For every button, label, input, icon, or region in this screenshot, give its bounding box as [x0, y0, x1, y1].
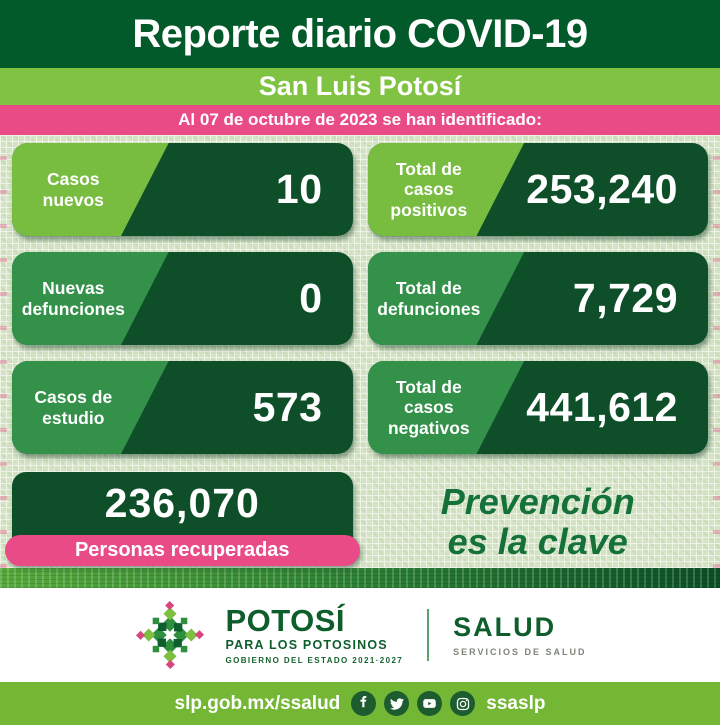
brand-name: POTOSÍ	[225, 603, 346, 638]
stat-card-casos-estudio	[12, 361, 353, 454]
instagram-icon[interactable]	[450, 691, 475, 716]
stats-area	[0, 135, 720, 568]
youtube-icon[interactable]	[417, 691, 442, 716]
stat-label: Casos nuevos	[42, 168, 104, 210]
stat-value: 10	[275, 166, 323, 212]
stat-value: 253,240	[526, 166, 678, 212]
potosi-emblem-icon	[133, 598, 207, 672]
salud-name: SALUD	[453, 611, 557, 642]
recovered-card	[12, 472, 353, 561]
slogan-line2: es la clave	[447, 521, 628, 562]
salud-tagline: SERVICIOS DE SALUD	[453, 646, 587, 657]
stat-value: 441,612	[526, 384, 678, 430]
salud-wordmark	[453, 611, 587, 657]
website-url[interactable]: slp.gob.mx/ssalud	[174, 692, 341, 714]
social-handle: ssaslp	[486, 692, 546, 714]
potosi-wordmark	[225, 605, 403, 665]
recovered-label-banner: Personas recuperadas	[5, 535, 360, 566]
date-bar	[0, 105, 720, 135]
bottom-bar	[0, 682, 720, 725]
recovered-value: 236,070	[104, 480, 260, 526]
stat-value: 0	[299, 275, 323, 321]
stat-label: Total de casos negativos	[387, 376, 470, 438]
stat-card-total-positivos	[368, 143, 709, 236]
logo-divider	[427, 609, 429, 661]
gradient-strip	[0, 568, 720, 588]
stat-label: Nuevas defunciones	[21, 277, 125, 319]
stat-card-total-defunciones	[368, 252, 709, 345]
stat-label: Casos de estudio	[34, 386, 113, 428]
social-icons	[351, 691, 475, 716]
stat-label: Total de casos positivos	[390, 158, 468, 220]
brand-government: GOBIERNO DEL ESTADO 2021·2027	[225, 656, 404, 665]
report-date-line: Al 07 de octubre de 2023 se han identificado:	[178, 110, 542, 129]
state-name: San Luis Potosí	[258, 71, 462, 101]
footer-logos	[0, 588, 720, 682]
stat-card-casos-nuevos	[12, 143, 353, 236]
facebook-icon[interactable]	[351, 691, 376, 716]
stat-value: 7,729	[572, 275, 678, 321]
slogan	[368, 470, 709, 568]
stat-value: 573	[252, 384, 323, 430]
title-bar	[0, 0, 720, 68]
twitter-icon[interactable]	[384, 691, 409, 716]
stat-card-nuevas-defunciones	[12, 252, 353, 345]
subtitle-bar	[0, 68, 720, 105]
slogan-line1: Prevención	[440, 481, 635, 523]
brand-tagline: PARA LOS POTOSINOS	[225, 638, 388, 652]
stat-label: Total de defunciones	[377, 277, 481, 319]
page-title: Reporte diario COVID-19	[132, 11, 588, 56]
recovered-section	[12, 472, 353, 568]
stat-card-total-negativos	[368, 361, 709, 454]
